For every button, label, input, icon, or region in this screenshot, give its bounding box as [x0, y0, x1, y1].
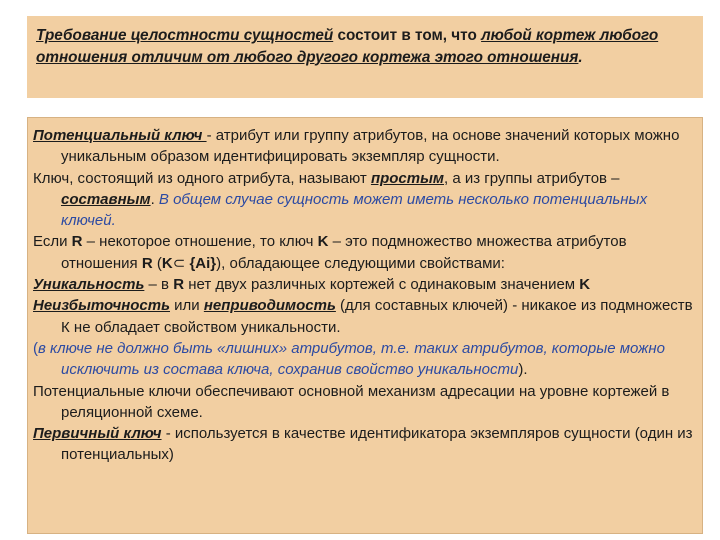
symbol-ai-set: {Ai} — [189, 254, 217, 272]
open-paren: ( — [33, 339, 38, 357]
header-text: состоит в том, что — [333, 27, 482, 44]
term-nonredundancy: Неизбыточность — [33, 297, 170, 315]
term-simple: простым — [370, 169, 445, 187]
text: Ключ, состоящий из одного атрибута, называют — [33, 169, 371, 187]
term-candidate-key: Потенциальный ключ — [33, 127, 207, 144]
symbol-r: R — [71, 233, 83, 251]
paragraph-uniqueness — [33, 274, 694, 295]
text: . — [150, 190, 159, 208]
text: ( — [152, 254, 162, 272]
term-uniqueness: Уникальность — [33, 276, 145, 294]
paragraph-addressing — [33, 381, 694, 424]
content-box — [27, 117, 703, 534]
text: – некоторое отношение, то ключ — [82, 233, 318, 251]
paragraph-candidate-key — [33, 125, 694, 168]
header-box — [27, 16, 703, 98]
symbol-r: R — [141, 254, 153, 272]
paragraph-simple-composite — [33, 168, 694, 232]
subset-symbol: ⊂ — [172, 254, 186, 272]
paragraph-redundant-note — [33, 338, 694, 381]
text: (для составных ключей) - никакое из подмножеств К не обладает свойством уникальности. — [61, 297, 693, 336]
paragraph-irreducibility — [33, 295, 694, 338]
text: или — [170, 297, 204, 315]
paragraph-primary-key — [33, 423, 694, 466]
text: ), обладающее следующими свойствами: — [216, 254, 505, 272]
header-term: Требование целостности сущностей — [36, 27, 334, 44]
paragraph-key-subset — [33, 231, 694, 274]
candidate-key-definition: - атрибут или группу атрибутов, на основе значений которых можно уникальным образом идентифицировать экземпляр сущности. — [61, 127, 680, 166]
text: – это подмножество множества атрибутов отношения — [61, 233, 627, 272]
text: нет двух различных кортежей с одинаковым значением — [184, 276, 580, 294]
symbol-k: K — [161, 254, 173, 272]
primary-key-definition: - используется в качестве идентификатора экземпляров сущности (один из потенциальных) — [61, 425, 693, 464]
term-primary-key: Первичный ключ — [33, 425, 162, 443]
term-irreducibility: неприводимость — [203, 297, 336, 315]
note-redundant-attributes: в ключе не должно быть «лишних» атрибутов, т.е. таких атрибутов, которые можно исключить из состава ключа, сохранив свойство уникальности — [38, 339, 665, 379]
symbol-k: K — [579, 276, 591, 294]
header-statement: любой кортеж любого отношения отличим от любого другого кортежа этого отношения — [36, 27, 659, 66]
symbol-k: K — [317, 233, 329, 251]
header-period: . — [578, 48, 583, 66]
close-paren: ). — [518, 361, 528, 379]
note-multiple-keys: В общем случае сущность может иметь несколько потенциальных ключей. — [61, 190, 648, 230]
text: , а из группы атрибутов – — [444, 169, 620, 187]
text: Если — [33, 233, 72, 251]
symbol-r: R — [173, 276, 185, 294]
text: – в — [144, 276, 174, 294]
term-composite: составным — [61, 190, 151, 208]
addressing-text: Потенциальные ключи обеспечивают основной механизм адресации на уровне кортежей в реляционной схеме. — [33, 382, 670, 421]
